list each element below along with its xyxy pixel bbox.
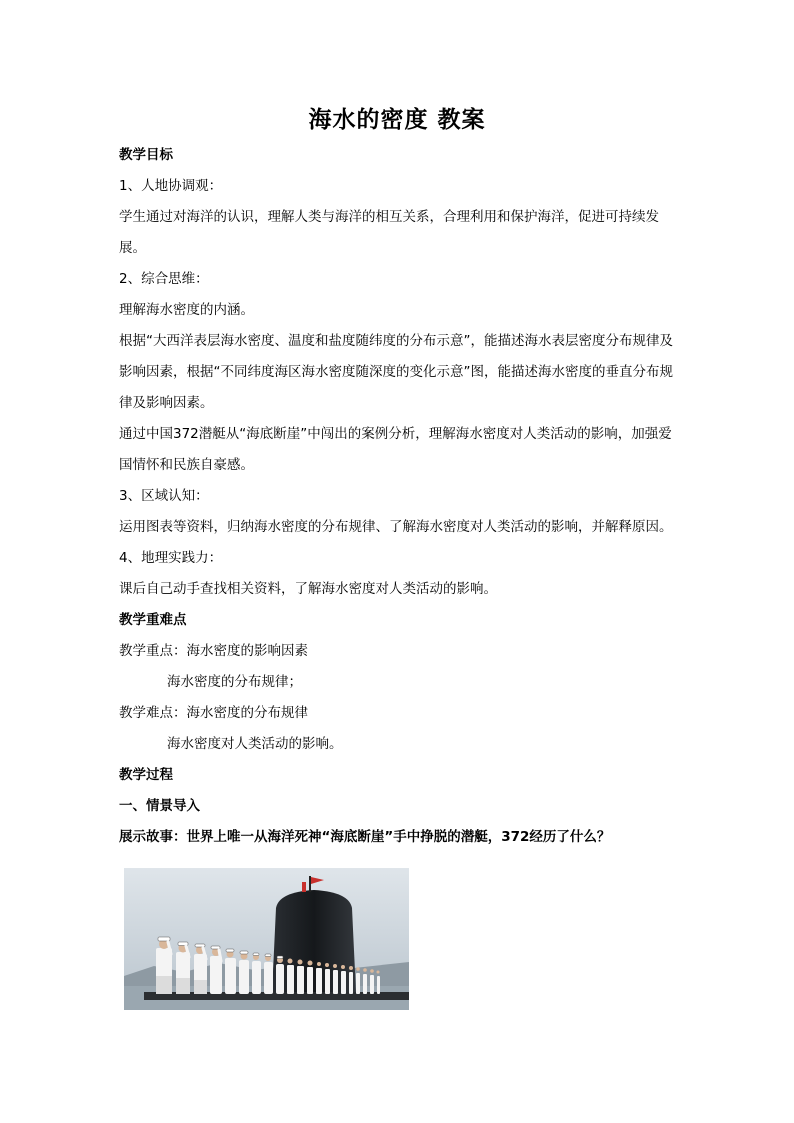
goal-4-text: 课后自己动手查找相关资料，了解海水密度对人类活动的影响。	[119, 581, 497, 597]
story-text: 展示故事：世界上唯一从海洋死神“海底断崖”手中挣脱的潜艇，372经历了什么？	[119, 829, 611, 845]
key-difficulty-line-1: 教学难点：海水密度的分布规律	[119, 705, 308, 721]
goal-4-label: 4、地理实践力：	[119, 550, 223, 566]
document-title: 海水的密度 教案	[308, 107, 486, 133]
goal-2-label: 2、综合思维：	[119, 271, 209, 287]
section-heading-goals: 教学目标	[119, 147, 173, 163]
goal-1-text: 学生通过对海洋的认识，理解人类与海洋的相互关系，合理利用和保护海洋，促进可持续发展。	[119, 209, 659, 256]
section-heading-process: 教学过程	[119, 767, 173, 783]
key-focus-line-1: 教学重点：海水密度的影响因素	[119, 643, 308, 659]
submarine-crew-photo	[124, 868, 409, 1010]
goal-3-text: 运用图表等资料，归纳海水密度的分布规律、了解海水密度对人类活动的影响，并解释原因。	[119, 519, 673, 535]
goal-1-label: 1、人地协调观：	[119, 178, 223, 194]
section-heading-keypoints: 教学重难点	[119, 612, 187, 628]
intro-heading: 一、情景导入	[119, 798, 200, 814]
goal-2-text-2: 根据“大西洋表层海水密度、温度和盐度随纬度的分布示意”，能描述海水表层密度分布规律及影响因素，根据“不同纬度海区海水密度随深度的变化示意”图，能描述海水密度的垂直分布规律及影响因素。	[119, 333, 673, 411]
goal-2-text-1: 理解海水密度的内涵。	[119, 302, 254, 318]
goal-2-text-3: 通过中国372潜艇从“海底断崖”中闯出的案例分析，理解海水密度对人类活动的影响，加强爱国情怀和民族自豪感。	[119, 426, 672, 473]
key-focus-line-2: 海水密度的分布规律；	[167, 674, 302, 690]
goal-3-label: 3、区域认知：	[119, 488, 209, 504]
key-difficulty-line-2: 海水密度对人类活动的影响。	[167, 736, 343, 752]
document-body	[119, 140, 679, 853]
